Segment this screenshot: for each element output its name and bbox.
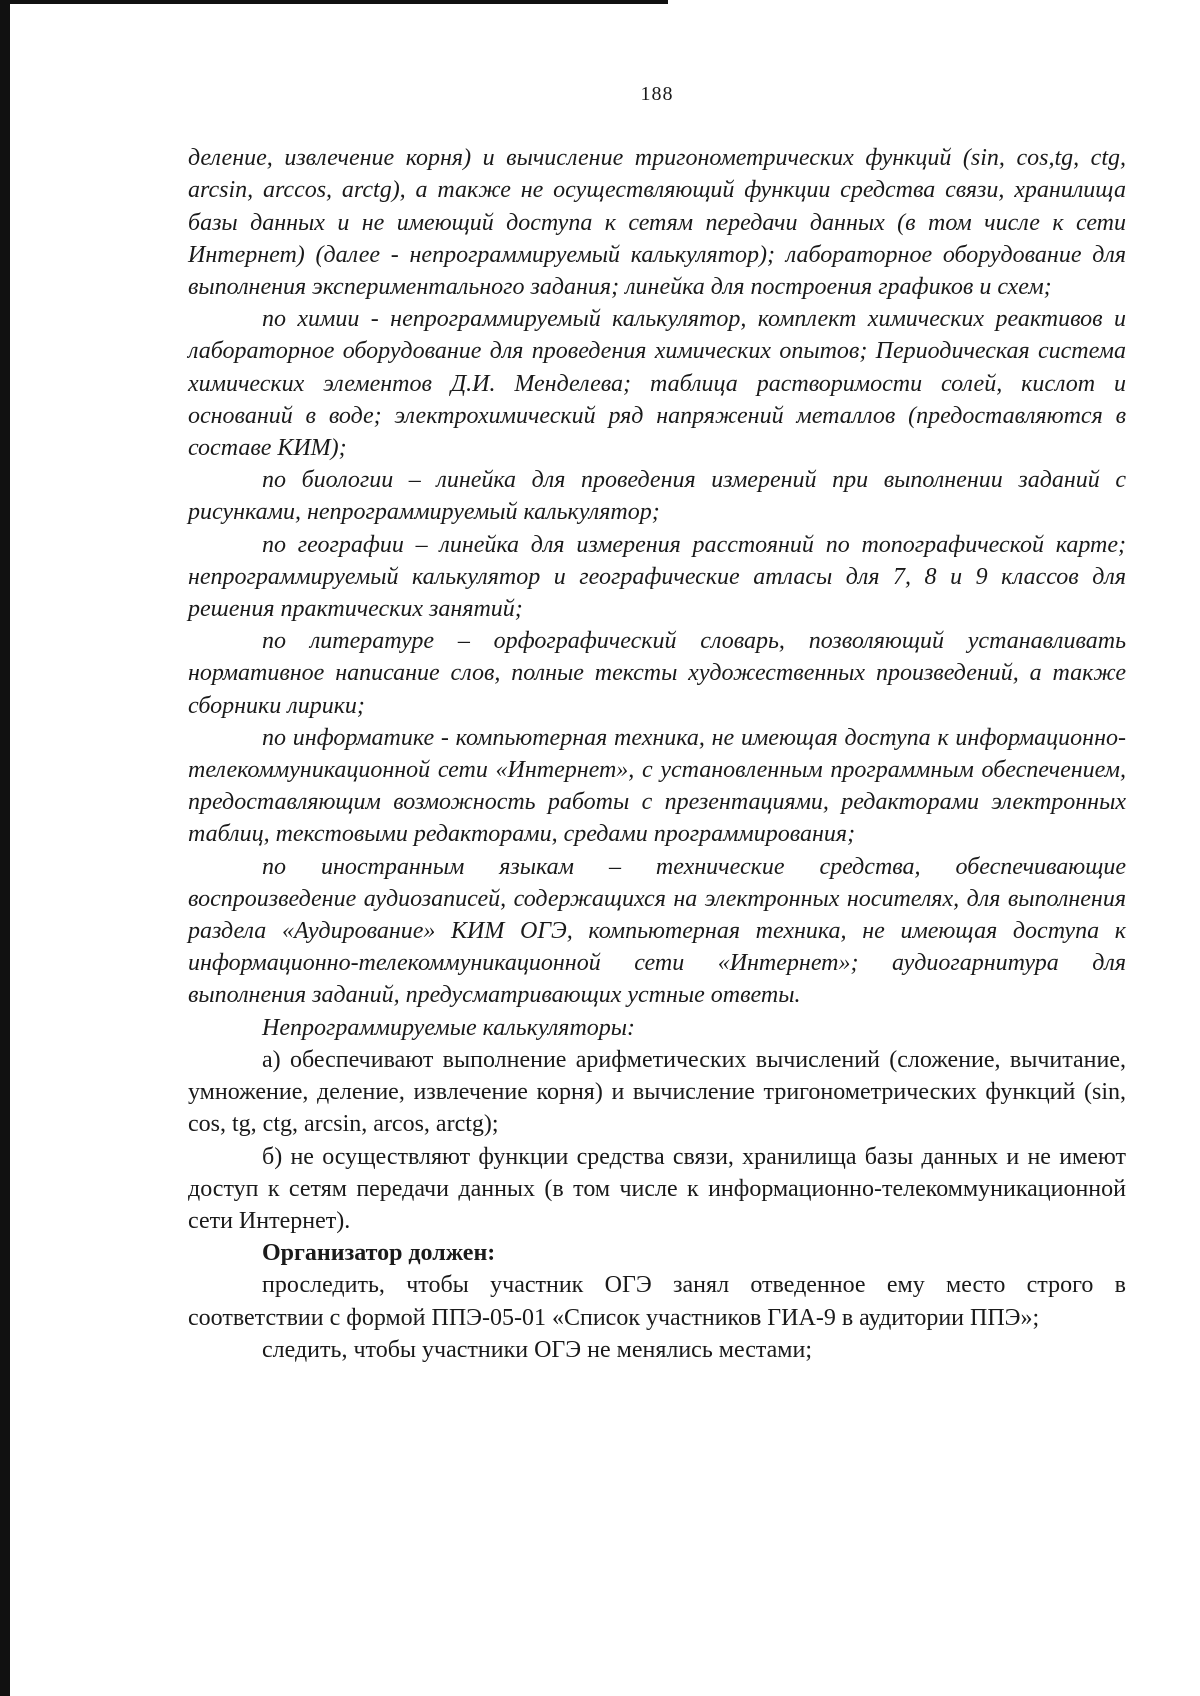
- paragraph-continuation: деление, извлечение корня) и вычисление тригонометрических функций (sin, cos,tg, ctg, arcsin, arccos, arctg), а также не осуществляющий функции средства связи, хранилища базы данных и не имеющий доступа к сетям передачи данных (в том числе к сети Интернет) (далее - непрограммируемый калькулятор); лабораторное оборудование для выполнения экспериментального задания; линейка для построения графиков и схем;: [188, 145, 1126, 301]
- paragraph-informatics: по информатике - компьютерная техника, не имеющая доступа к информационно-телекоммуникационной сети «Интернет», с установленным программным обеспечением, предоставляющим возможность работы с презентациями, редакторами электронных таблиц, текстовыми редакторами, средами программирования;: [188, 724, 1126, 848]
- paragraph-geography: по географии – линейка для измерения расстояний по топографической карте; непрограммируемый калькулятор и географические атласы для 7, 8 и 9 классов для решения практических занятий;: [188, 531, 1126, 623]
- page-number: 188: [640, 83, 674, 105]
- paragraph-chemistry: по химии - непрограммируемый калькулятор, комплект химических реактивов и лабораторное оборудование для проведения химических опытов; Периодическая система химических элементов Д.И. Менделева; таблица растворимости солей, кислот и оснований в воде; электрохимический ряд напряжений металлов (предоставляются в составе КИМ);: [188, 306, 1126, 462]
- paragraph-foreign-languages: по иностранным языкам – технические средства, обеспечивающие воспроизведение аудиозаписей, содержащихся на электронных носителях, для выполнения раздела «Аудирование» КИМ ОГЭ, компьютерная техника, не имеющая доступа к информационно-телекоммуникационной сети «Интернет»; аудиогарнитура для выполнения заданий, предусматривающих устные ответы.: [188, 853, 1126, 1009]
- scan-edge-left: [0, 0, 10, 1696]
- paragraph-calculators-heading: Непрограммируемые калькуляторы:: [262, 1014, 636, 1041]
- paragraph-literature: по литературе – орфографический словарь, позволяющий устанавливать нормативное написание слов, полные тексты художественных произведений, а также сборники лирики;: [188, 628, 1126, 719]
- paragraph-biology: по биологии – линейка для проведения измерений при выполнении заданий с рисунками, непрограммируемый калькулятор;: [188, 467, 1126, 526]
- document-page: [188, 78, 1126, 1366]
- section-heading-organizer: Организатор должен:: [262, 1240, 496, 1267]
- scan-edge-top: [8, 0, 668, 4]
- paragraph-organizer-2: следить, чтобы участники ОГЭ не менялись местами;: [262, 1336, 812, 1363]
- paragraph-calculators-b: б) не осуществляют функции средства связи, хранилища базы данных и не имеют доступ к сетям передачи данных (в том числе к информационно-телекоммуникационной сети Интернет).: [188, 1143, 1126, 1234]
- paragraph-organizer-1: проследить, чтобы участник ОГЭ занял отведенное ему место строго в соответствии с формой ППЭ-05-01 «Список участников ГИА-9 в аудитории ППЭ»;: [188, 1272, 1126, 1331]
- paragraph-calculators-a: а) обеспечивают выполнение арифметических вычислений (сложение, вычитание, умножение, деление, извлечение корня) и вычисление тригонометрических функций (sin, cos, tg, ctg, arcsin, arcos, arctg);: [188, 1046, 1126, 1138]
